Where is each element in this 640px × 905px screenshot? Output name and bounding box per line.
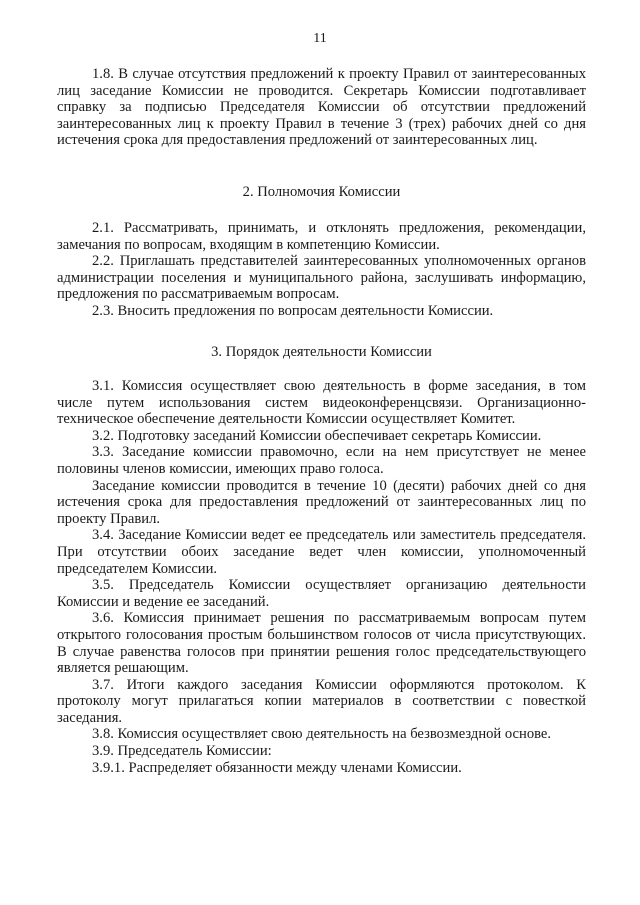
section-3-heading: 3. Порядок деятельности Комиссии bbox=[211, 344, 432, 360]
section-2-heading-wrap bbox=[57, 184, 586, 201]
paragraph-3-7: 3.7. Итоги каждого заседания Комиссии оформляются протоколом. К протоколу могут прилагаться копии материалов в соответствии с повесткой заседания. bbox=[57, 676, 586, 726]
paragraph-3-5: 3.5. Председатель Комиссии осуществляет организацию деятельности Комиссии и ведение ее заседаний. bbox=[57, 577, 586, 610]
paragraph-3-8: 3.8. Комиссия осуществляет свою деятельность на безвозмездной основе. bbox=[92, 726, 552, 743]
paragraph-3-4: 3.4. Заседание Комиссии ведет ее председатель или заместитель председателя. При отсутствии обоих заседание ведет член комиссии, уполномоченный председателем Комиссии. bbox=[57, 527, 586, 577]
paragraph-3-3: 3.3. Заседание комиссии правомочно, если на нем присутствует не менее половины членов комиссии, имеющих право голоса. bbox=[57, 444, 586, 477]
paragraph-1-8: 1.8. В случае отсутствия предложений к проекту Правил от заинтересованных лиц заседание Комиссии не проводится. Секретарь Комиссии подготавливает справку за подписью Председателя Комиссии об отсутствии предложений заинтересованных лиц к проекту Правил в течение 3 (трех) рабочих дней со дня истечения срока для предоставления предложений от заинтересованных лиц. bbox=[57, 66, 586, 149]
page-number: 11 bbox=[313, 31, 327, 46]
paragraph-2-3: 2.3. Вносить предложения по вопросам деятельности Комиссии. bbox=[92, 302, 494, 319]
paragraph-3-2: 3.2. Подготовку заседаний Комиссии обеспечивает секретарь Комиссии. bbox=[92, 427, 542, 444]
section-1-body bbox=[57, 66, 586, 149]
paragraph-3-3-continued: Заседание комиссии проводится в течение 10 (десяти) рабочих дней со дня истечения срока для предоставления предложений от заинтересованных лиц по проекту Правил. bbox=[57, 477, 586, 527]
paragraph-2-1: 2.1. Рассматривать, принимать, и отклонять предложения, рекомендации, замечания по вопросам, входящим в компетенцию Комиссии. bbox=[57, 220, 586, 253]
section-3-heading-wrap bbox=[57, 344, 586, 361]
paragraph-3-6: 3.6. Комиссия принимает решения по рассматриваемым вопросам путем открытого голосования простым большинством голосов от числа присутствующих. В случае равенства голосов при принятии решения голос председательствующего является решающим. bbox=[57, 610, 586, 677]
paragraph-3-1: 3.1. Комиссия осуществляет свою деятельность в форме заседания, в том числе путем использования систем видеоконференцсвязи. Организационно-техническое обеспечение деятельности Комиссии осуществляет Комитет. bbox=[57, 378, 586, 428]
section-3-body bbox=[57, 378, 586, 776]
paragraph-3-9: 3.9. Председатель Комиссии: bbox=[92, 743, 272, 760]
section-2-body bbox=[57, 220, 586, 320]
paragraph-3-9-1: 3.9.1. Распределяет обязанности между членами Комиссии. bbox=[92, 759, 462, 776]
paragraph-2-2: 2.2. Приглашать представителей заинтересованных уполномоченных органов администрации поселения и муниципального района, заслушивать информацию, предложения по рассматриваемым вопросам. bbox=[57, 253, 586, 303]
section-2-heading: 2. Полномочия Комиссии bbox=[242, 184, 401, 200]
